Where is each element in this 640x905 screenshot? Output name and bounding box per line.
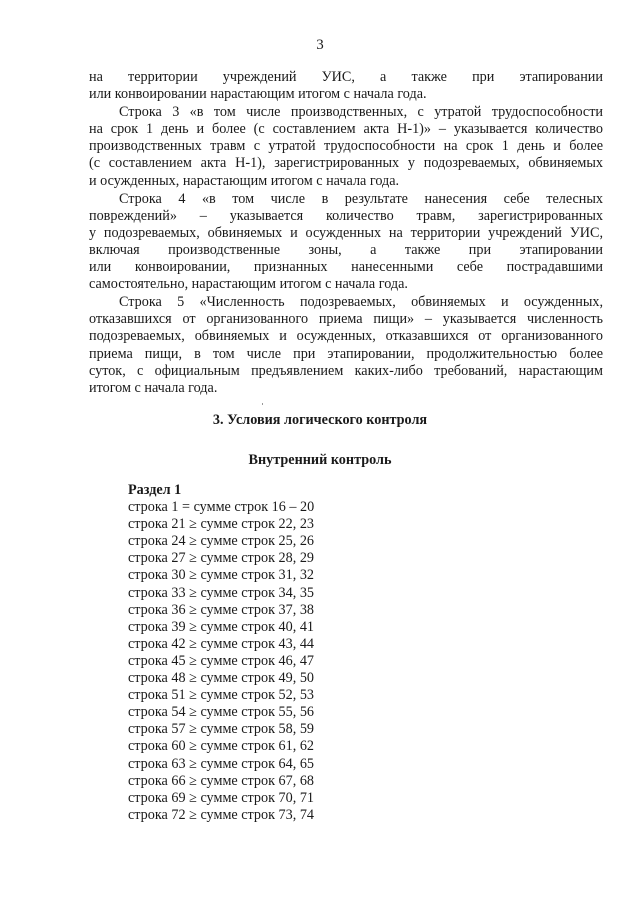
rule-line: строка 30 ≥ сумме строк 31, 32 [128, 567, 315, 584]
rule-line: строка 51 ≥ сумме строк 52, 53 [128, 687, 315, 704]
paragraph-row-3 [89, 104, 603, 189]
subsection-title: Внутренний контроль [248, 452, 392, 468]
control-rules [128, 482, 314, 824]
rule-line: строка 45 ≥ сумме строк 46, 47 [128, 652, 315, 669]
rule-line: строка 21 ≥ сумме строк 22, 23 [128, 516, 315, 533]
scan-mark [262, 403, 263, 405]
text-line: Строка 5 «Численность подозреваемых, обвиняемых и осужденных, [119, 294, 603, 311]
text-line: итогом с начала года. [89, 379, 218, 396]
razdel-label: Раздел 1 [128, 482, 182, 498]
rule-line: строка 48 ≥ сумме строк 49, 50 [128, 670, 315, 687]
text-line: или конвоировании, признанных нанесенными себе пострадавшими [89, 259, 603, 276]
rule-line: строка 57 ≥ сумме строк 58, 59 [128, 721, 315, 738]
rule-line: строка 69 ≥ сумме строк 70, 71 [128, 789, 315, 806]
text-line: или конвоировании нарастающим итогом с начала года. [89, 86, 427, 103]
text-line: подозреваемых, обвиняемых и осужденных, отказавшихся от организованного [89, 328, 603, 345]
paragraph-continuation [89, 69, 603, 103]
text-line: приема пищи, в том числе при этапировании, продолжительностью более [89, 345, 603, 362]
rule-line: строка 42 ≥ сумме строк 43, 44 [128, 635, 315, 652]
rule-line: строка 33 ≥ сумме строк 34, 35 [128, 584, 315, 601]
rule-line: строка 24 ≥ сумме строк 25, 26 [128, 533, 315, 550]
text-line: Строка 3 «в том числе производственных, с утратой трудоспособности [119, 104, 603, 121]
rule-line: строка 60 ≥ сумме строк 61, 62 [128, 738, 315, 755]
text-line: повреждений» – указывается количество травм, зарегистрированных [89, 207, 603, 224]
text-line: самостоятельно, нарастающим итогом с начала года. [89, 276, 408, 293]
text-line: Строка 4 «в том числе в результате нанесения себе телесных [119, 190, 603, 207]
rule-line: строка 54 ≥ сумме строк 55, 56 [128, 704, 315, 721]
text-line: суток, с официальным предъявлением каких-либо требований, нарастающим [89, 362, 603, 379]
body-text [89, 69, 603, 397]
paragraph-row-5 [89, 294, 603, 397]
text-line: включая производственные зоны, а также при этапировании [89, 241, 603, 258]
rule-line: строка 63 ≥ сумме строк 64, 65 [128, 755, 315, 772]
rule-line: строка 36 ≥ сумме строк 37, 38 [128, 601, 315, 618]
paragraph-row-4 [89, 191, 603, 294]
section-title: 3. Условия логического контроля [212, 412, 428, 428]
text-line: и осужденных, нарастающим итогом с начала года. [89, 172, 400, 189]
rule-line: строка 66 ≥ сумме строк 67, 68 [128, 772, 315, 789]
rule-line: строка 1 = сумме строк 16 – 20 [128, 499, 315, 516]
text-line: у подозреваемых, обвиняемых и осужденных на территории учреждений УИС, [89, 224, 603, 241]
text-line: отказавшихся от организованного приема пищи» – указывается численность [89, 311, 603, 328]
text-line: производственных травм с утратой трудоспособности на срок 1 день и более [89, 138, 603, 155]
page-number: 3 [316, 37, 324, 53]
text-line: на территории учреждений УИС, а также при этапировании [89, 69, 603, 85]
text-line: (с составлением акта Н-1), зарегистрированных у подозреваемых, обвиняемых [89, 155, 603, 172]
rule-line: строка 39 ≥ сумме строк 40, 41 [128, 618, 315, 635]
rule-line: строка 27 ≥ сумме строк 28, 29 [128, 550, 315, 567]
rule-line: строка 72 ≥ сумме строк 73, 74 [128, 806, 315, 823]
text-line: на срок 1 день и более (с составлением акта Н-1)» – указывается количество [89, 121, 603, 138]
